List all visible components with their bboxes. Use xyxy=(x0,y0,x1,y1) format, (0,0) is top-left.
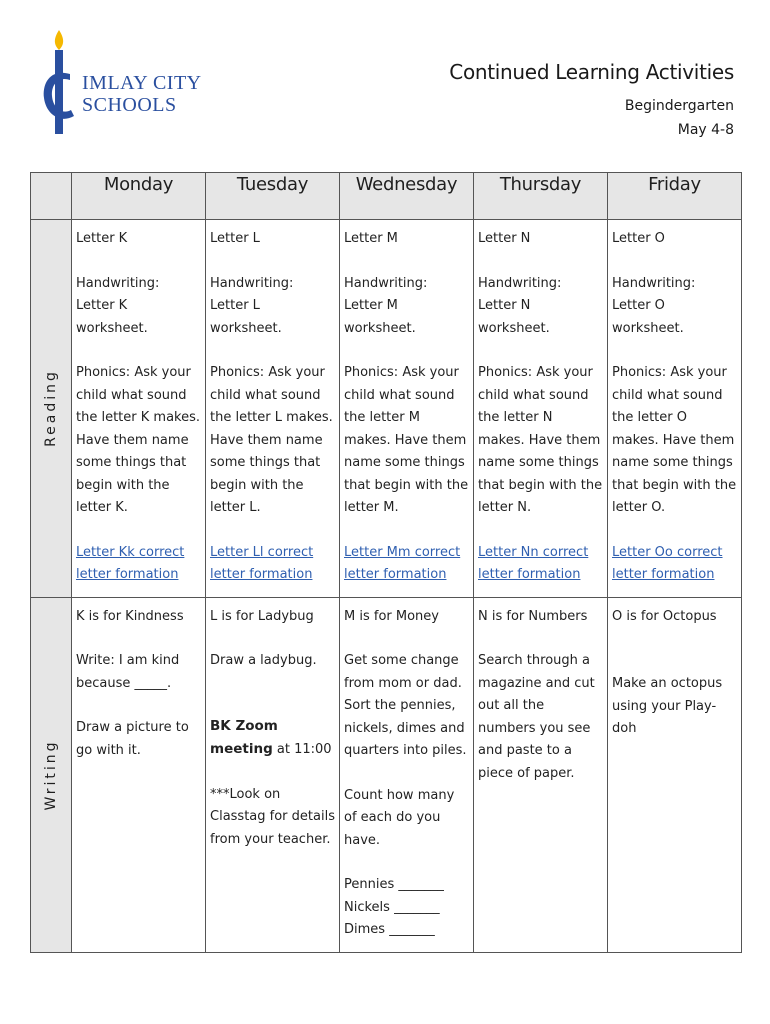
writing-task: Write: I am kind because _____. xyxy=(76,653,180,691)
letter-formation-link[interactable]: Letter Nn correct letter formation xyxy=(478,544,589,582)
reading-tuesday-cell xyxy=(206,220,340,598)
day-header-row xyxy=(31,173,742,220)
count-lines xyxy=(344,874,469,942)
letter-formation-link[interactable]: Letter Oo correct letter formation xyxy=(612,544,723,582)
day-header-wednesday: Wednesday xyxy=(340,173,474,220)
date-range: May 4-8 xyxy=(677,122,734,138)
day-header-thursday: Thursday xyxy=(474,173,608,220)
handwriting-task: Handwriting: Letter M worksheet. xyxy=(344,275,428,336)
activity-title: K is for Kindness xyxy=(76,608,184,624)
writing-side-cell xyxy=(31,597,72,952)
grade-label: Begindergarten xyxy=(624,98,734,114)
handwriting-task: Handwriting: Letter N worksheet. xyxy=(478,275,562,336)
reading-monday-cell xyxy=(72,220,206,598)
activity-title: Letter N xyxy=(478,231,531,246)
activity-title: Letter L xyxy=(210,231,260,246)
phonics-task: Phonics: Ask your child what sound the letter K makes. Have them name some things that begin with the letter K. xyxy=(76,365,201,515)
playdoh-task: Make an octopus using your Play-doh xyxy=(612,676,723,736)
writing-tuesday-cell xyxy=(206,597,340,952)
letter-formation-link[interactable]: Letter Ll correct letter formation xyxy=(210,544,314,582)
writing-row xyxy=(31,597,742,952)
writing-thursday-cell xyxy=(474,597,608,952)
day-header-tuesday: Tuesday xyxy=(206,173,340,220)
activity-title: M is for Money xyxy=(344,608,439,624)
classtag-note: ***Look on Classtag for details from your teacher. xyxy=(210,786,335,847)
handwriting-task: Handwriting: Letter L worksheet. xyxy=(210,275,294,336)
counting-task: Count how many of each do you have. xyxy=(344,787,455,848)
activity-title: Letter K xyxy=(76,231,128,246)
activity-title: Letter M xyxy=(344,231,398,246)
pennies-line: Pennies _______ xyxy=(344,877,444,892)
school-name xyxy=(82,72,202,116)
zoom-meeting-label: BK Zoom meeting xyxy=(210,717,278,757)
handwriting-task: Handwriting: Letter K worksheet. xyxy=(76,275,160,336)
letter-formation-link[interactable]: Letter Kk correct letter formation xyxy=(76,544,185,582)
reading-friday-cell xyxy=(608,220,742,598)
document-title: Continued Learning Activities xyxy=(449,60,734,84)
reading-thursday-cell xyxy=(474,220,608,598)
numbers-task: Search through a magazine and cut out all the numbers you see and paste to a piece of paper. xyxy=(478,653,595,781)
activity-title: L is for Ladybug xyxy=(210,608,314,624)
reading-wednesday-cell xyxy=(340,220,474,598)
phonics-task: Phonics: Ask your child what sound the letter L makes. Have them name some things that begin with the letter L. xyxy=(210,365,333,515)
document-header xyxy=(449,60,734,142)
phonics-task: Phonics: Ask your child what sound the letter N makes. Have them name some things that begin with the letter N. xyxy=(478,365,603,515)
activity-title: Letter O xyxy=(612,231,665,246)
drawing-task: Draw a ladybug. xyxy=(210,653,317,668)
activity-title: O is for Octopus xyxy=(612,608,717,624)
drawing-task: Draw a picture to go with it. xyxy=(76,720,189,758)
reading-label: Reading xyxy=(43,369,59,448)
zoom-meeting-note xyxy=(210,715,335,762)
school-name-line2: SCHOOLS xyxy=(82,94,177,116)
sorting-task: Get some change from mom or dad. Sort the pennies, nickels, dimes and quarters into piles. xyxy=(344,653,467,758)
reading-side-cell xyxy=(31,220,72,598)
corner-cell xyxy=(31,173,72,220)
schedule-table xyxy=(30,172,742,953)
phonics-task: Phonics: Ask your child what sound the letter M makes. Have them name some things that begin with the letter M. xyxy=(344,365,469,515)
zoom-meeting-time: at 11:00 xyxy=(272,742,332,757)
dimes-line: Dimes _______ xyxy=(344,922,435,937)
phonics-task: Phonics: Ask your child what sound the letter O makes. Have them name some things that begin with the letter O. xyxy=(612,365,737,515)
school-name-line1: IMLAY CITY xyxy=(82,72,202,94)
handwriting-task: Handwriting: Letter O worksheet. xyxy=(612,275,696,336)
day-header-friday: Friday xyxy=(608,173,742,220)
day-header-monday: Monday xyxy=(72,173,206,220)
activity-title: N is for Numbers xyxy=(478,608,588,624)
letter-formation-link[interactable]: Letter Mm correct letter formation xyxy=(344,544,461,582)
nickels-line: Nickels _______ xyxy=(344,899,440,915)
reading-row xyxy=(31,220,742,598)
writing-monday-cell xyxy=(72,597,206,952)
writing-wednesday-cell xyxy=(340,597,474,952)
writing-friday-cell xyxy=(608,597,742,952)
writing-label: Writing xyxy=(43,739,59,810)
